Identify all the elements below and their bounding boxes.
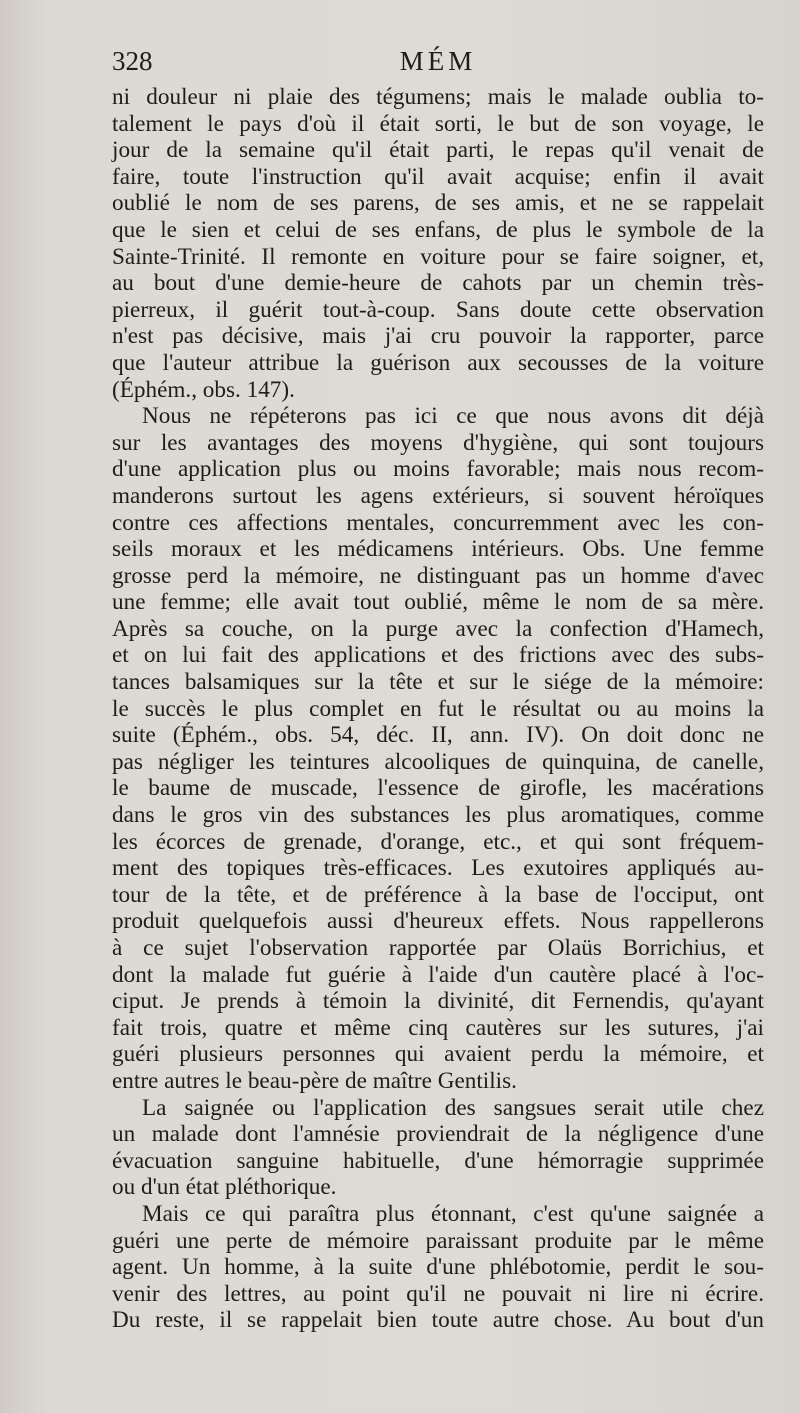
- text-line: évacuation sanguine habituelle, d'une hémorragie supprimée: [112, 1147, 764, 1174]
- text-line: oublié le nom de ses parens, de ses amis, et ne se rappelait: [112, 190, 764, 217]
- text-line: Après sa couche, on la purge avec la confection d'Hamech,: [112, 615, 764, 642]
- text-line: produit quelquefois aussi d'heureux effets. Nous rappellerons: [112, 908, 764, 935]
- text-line: sur les avantages des moyens d'hygiène, qui sont toujours: [112, 429, 764, 456]
- text-line: (Éphém., obs. 147).: [112, 376, 295, 403]
- text-line: tances balsamiques sur la tête et sur le siége de la mémoire:: [112, 669, 764, 696]
- text-line: talement le pays d'où il était sorti, le but de son voyage, le: [112, 110, 764, 137]
- text-line: tour de la tête, et de préférence à la base de l'occiput, ont: [112, 881, 764, 908]
- page-header: [112, 46, 764, 82]
- paragraph: [112, 1201, 764, 1334]
- text-line: venir des lettres, au point qu'il ne pouvait ni lire ni écrire.: [112, 1280, 764, 1307]
- page-number: 328: [112, 46, 153, 76]
- text-line: au bout d'une demie-heure de cahots par un chemin très-: [112, 270, 764, 297]
- paragraph: [112, 1095, 764, 1201]
- text-line: le baume de muscade, l'essence de girofle, les macérations: [112, 775, 764, 802]
- text-line: fait trois, quatre et même cinq cautères sur les sutures, j'ai: [112, 1014, 764, 1041]
- text-line: pierreux, il guérit tout-à-coup. Sans doute cette observation: [112, 296, 764, 323]
- text-line: Mais ce qui paraîtra plus étonnant, c'est qu'une saignée a: [142, 1200, 764, 1227]
- text-line: manderons surtout les agens extérieurs, si souvent héroïques: [112, 482, 764, 509]
- text-line: ment des topiques très-efficaces. Les exutoires appliqués au-: [112, 855, 764, 882]
- paragraph: [112, 84, 764, 403]
- paragraph: [112, 403, 764, 1094]
- text-line: guéri une perte de mémoire paraissant produite par le même: [112, 1227, 764, 1254]
- text-line: agent. Un homme, à la suite d'une phlébotomie, perdit le sou-: [112, 1254, 764, 1281]
- text-line: ciput. Je prends à témoin la divinité, dit Fernendis, qu'ayant: [112, 988, 764, 1015]
- text-line: grosse perd la mémoire, ne distinguant pas un homme d'avec: [112, 562, 764, 589]
- text-line: Nous ne répéterons pas ici ce que nous avons dit déjà: [142, 403, 764, 430]
- text-line: n'est pas décisive, mais j'ai cru pouvoir la rapporter, parce: [112, 323, 764, 350]
- text-line: seils moraux et les médicamens intérieurs. Obs. Une femme: [112, 536, 764, 563]
- text-line: ou d'un état pléthorique.: [112, 1174, 337, 1201]
- text-line: suite (Éphém., obs. 54, déc. II, ann. IV). On doit donc ne: [112, 722, 764, 749]
- text-line: et on lui fait des applications et des frictions avec des subs-: [112, 642, 764, 669]
- text-line: que le sien et celui de ses enfans, de plus le symbole de la: [112, 216, 764, 243]
- text-line: un malade dont l'amnésie proviendrait de la négligence d'une: [112, 1121, 764, 1148]
- text-line: pas négliger les teintures alcooliques de quinquina, de canelle,: [112, 748, 764, 775]
- text-line: faire, toute l'instruction qu'il avait acquise; enfin il avait: [112, 163, 764, 190]
- running-head: MÉM: [399, 46, 477, 76]
- text-line: à ce sujet l'observation rapportée par Olaüs Borrichius, et: [112, 935, 764, 961]
- body-text: [112, 84, 764, 1334]
- text-line: dans le gros vin des substances les plus aromatiques, comme: [112, 802, 764, 829]
- text-line: Sainte-Trinité. Il remonte en voiture pour se faire soigner, et,: [112, 243, 764, 270]
- text-line: les écorces de grenade, d'orange, etc., et qui sont fréquem-: [112, 828, 764, 855]
- text-line: ni douleur ni plaie des tégumens; mais le malade oublia to-: [112, 84, 764, 110]
- text-line: le succès le plus complet en fut le résultat ou au moins la: [112, 695, 764, 722]
- text-line: jour de la semaine qu'il était parti, le repas qu'il venait de: [112, 137, 764, 164]
- text-line: d'une application plus ou moins favorable; mais nous recom-: [112, 456, 764, 483]
- text-line: La saignée ou l'application des sangsues serait utile chez: [142, 1094, 764, 1121]
- text-line: Du reste, il se rappelait bien toute autre chose. Au bout d'un: [112, 1307, 764, 1334]
- text-line: une femme; elle avait tout oublié, même le nom de sa mère.: [112, 589, 764, 616]
- text-line: guéri plusieurs personnes qui avaient perdu la mémoire, et: [112, 1041, 764, 1068]
- text-line: contre ces affections mentales, concurremment avec les con-: [112, 509, 764, 536]
- text-line: que l'auteur attribue la guérison aux secousses de la voiture: [112, 349, 764, 376]
- text-line: entre autres le beau-père de maître Gentilis.: [112, 1067, 517, 1094]
- text-line: dont la malade fut guérie à l'aide d'un cautère placé à l'oc-: [112, 961, 764, 988]
